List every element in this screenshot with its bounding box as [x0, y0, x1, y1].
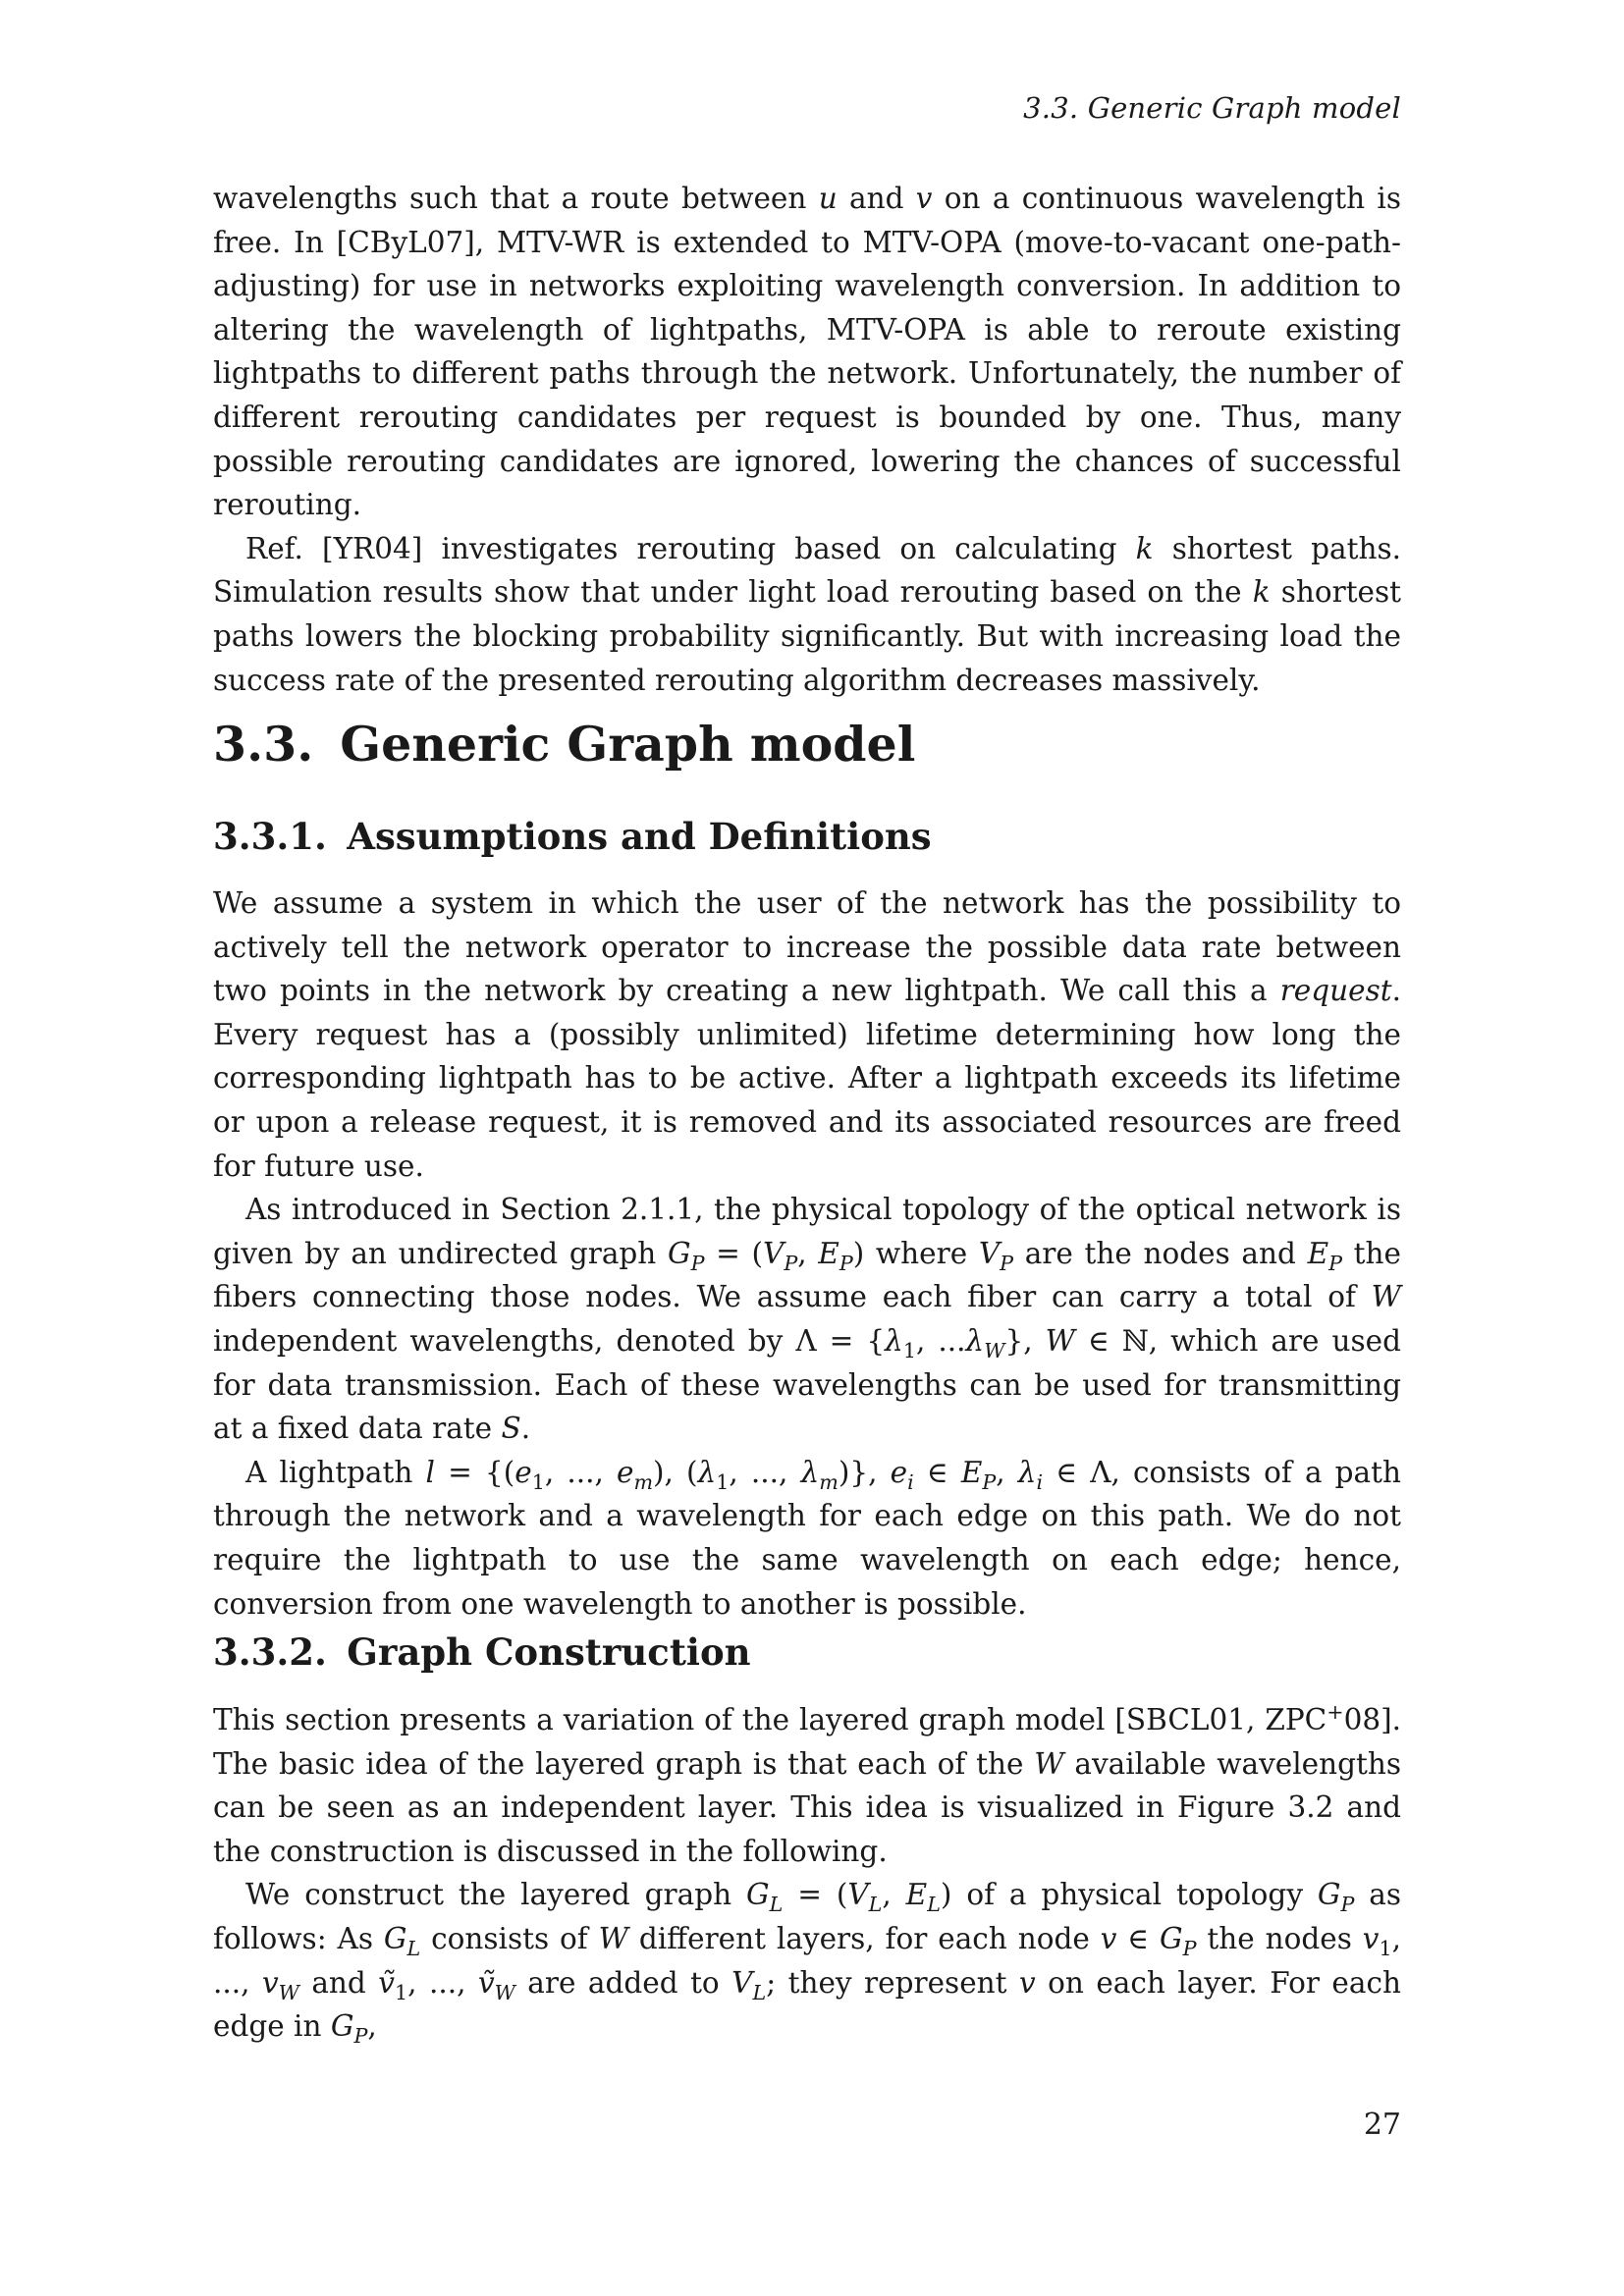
paragraph-topology: As introduced in Section 2.1.1, the physical topology of the optical network is given by an undirected graph $G_P = (V_P$, $E_P$) where $V_P$ are the nodes and $E_P$ the fibers connecting those nodes. We assume each fiber can carry a total of W independent wavelengths, denoted by $\Lambda = \{\lambda_1$, $...\lambda_W$}, W ∈ ℕ, which are used for data transmission. Each of these wavelengths can be used for transmitting at a fixed data rate S.	[213, 1193, 1402, 1446]
intro-text	[213, 177, 1401, 702]
subsection-number: 3.3.2.	[213, 1630, 327, 1674]
section-title-text: Generic Graph model	[340, 716, 916, 773]
subsection-title-text: Graph Construction	[347, 1630, 751, 1674]
paragraph-layered: This section presents a variation of the layered graph model [SBCL01, ZPC+08]. The basic idea of the layered graph is that each of the W available wavelengths can be seen as an independent layer. This idea is visualized in Figure 3.2 and the construction is discussed in the following.	[213, 1700, 1402, 1868]
paragraph-mtv: wavelengths such that a route between u and v on a continuous wavelength is free. In [CByL07], MTV-WR is extended to MTV-OPA (move-to-vacant one-path-adjusting) for use in networks exploiting wavelength conversion. In addition to altering the wavelength of lightpaths, MTV-OPA is able to reroute existing lightpaths to different paths through the network. Unfortunately, the number of different rerouting candidates per request is bounded by one. Thus, many possible rerouting candidates are ignored, lowering the chances of successful rerouting.	[213, 182, 1401, 522]
paragraph-request: We assume a system in which the user of the network has the possibility to actively tell the network operator to increase the possible data rate between two points in the network by creating a new lightpath. We call this a request. Every request has a (possibly unlimited) lifetime determining how long the corresponding lightpath has to be active. After a lightpath exceeds its lifetime or upon a release request, it is removed and its associated resources are freed for future use.	[213, 886, 1401, 1183]
paragraph-yr04: Ref. [YR04] investigates rerouting based on calculating k shortest paths. Simulation results show that under light load rerouting based on the k shortest paths lowers the blocking probability significantly. But with increasing load the success rate of the presented rerouting algorithm decreases massively.	[213, 531, 1402, 697]
section-number: 3.3.	[213, 716, 314, 773]
section-title	[213, 715, 915, 774]
running-header: 3.3. Generic Graph model	[1023, 91, 1401, 125]
paragraph-lightpath: A lightpath $l = \{(e_1$, ..., $e_m$), ($\lambda_1$, ..., $\lambda_m$)}, $e_i$ ∈ $E_P$, $\lambda_i$ ∈ Λ, consists of a path through the network and a wavelength for each edge on this path. We do not require the lightpath to use the same wavelength on each edge; hence, conversion from one wavelength to another is possible.	[213, 1455, 1401, 1621]
subsection-number: 3.3.1.	[213, 815, 327, 858]
page-number: 27	[1363, 2108, 1401, 2142]
assumptions-text	[213, 881, 1401, 1626]
construction-text	[213, 1698, 1401, 2049]
subsection-title-2	[213, 1629, 751, 1675]
subsection-title-text: Assumptions and Definitions	[347, 815, 932, 858]
paper-page	[213, 0, 1401, 2296]
paragraph-construct: We construct the layered graph $G_L = (V_L$, $E_L$) of a physical topology $G_P$ as follows: As $G_L$ consists of W different layers, for each node v ∈ $G_P$ the nodes $v_1$, ..., $v_W$ and ṽ$_1$, ..., ṽ$_W$ are added to $V_L$; they represent v on each layer. For each edge in $G_P$,	[213, 1878, 1401, 2049]
subsection-title-1	[213, 814, 932, 859]
